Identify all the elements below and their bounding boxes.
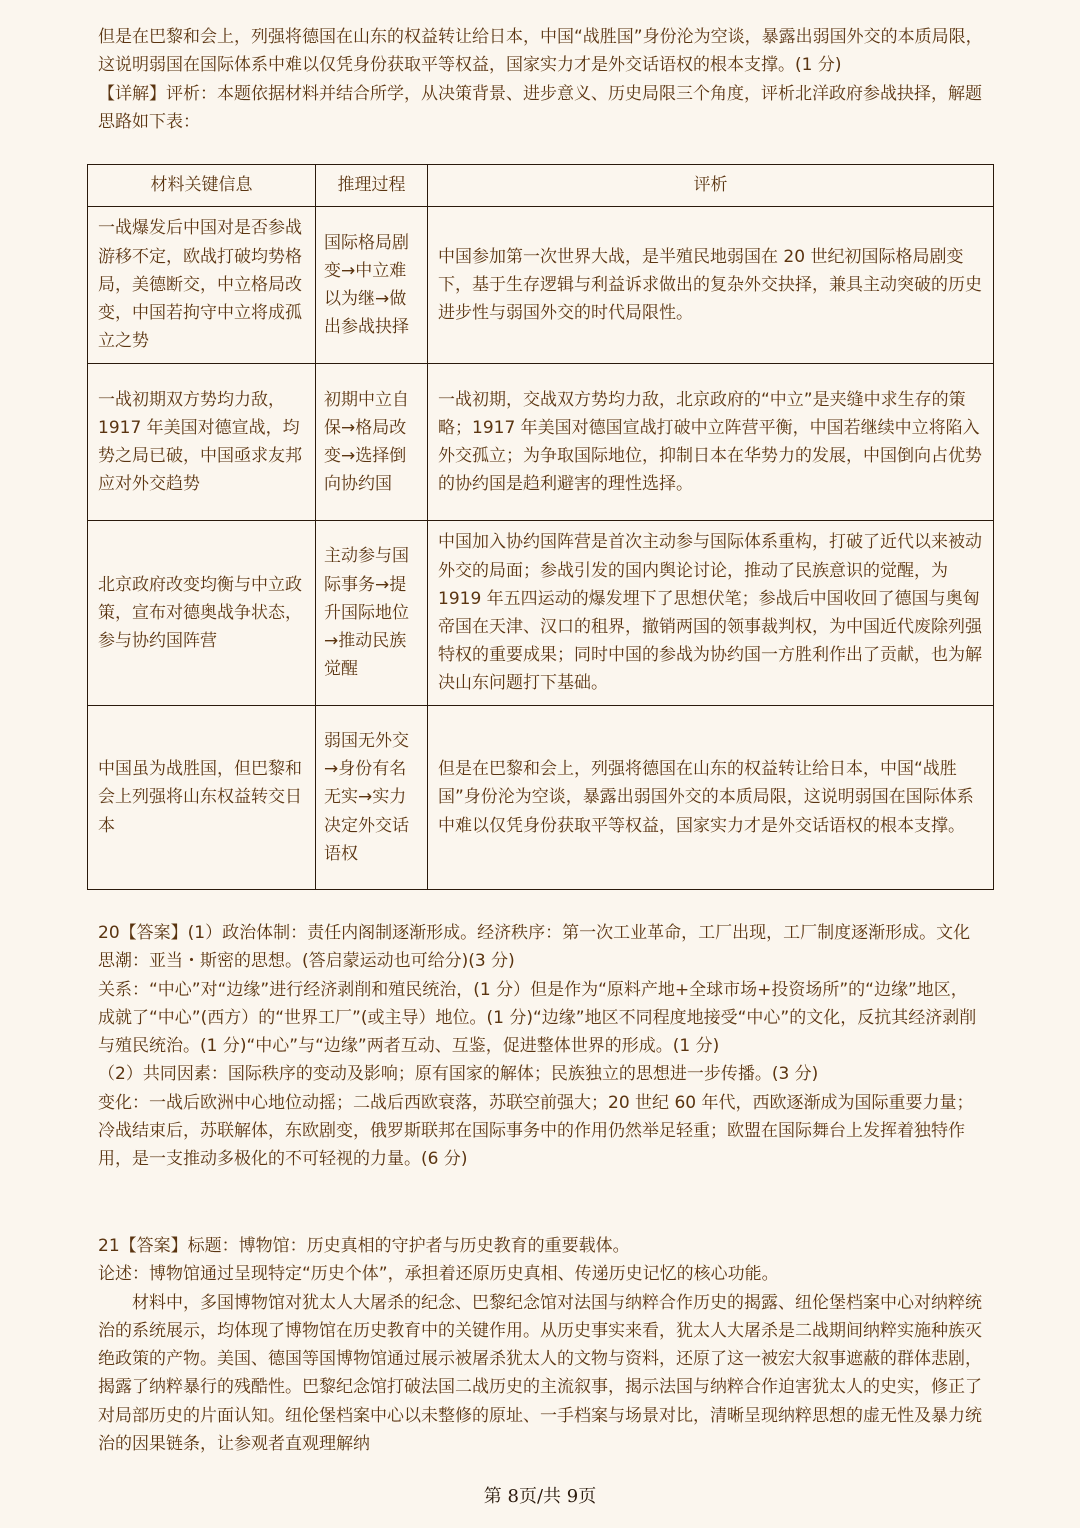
cell-reason: 初期中立自保→格局改变→选择倒向协约国 — [316, 364, 428, 521]
cell-info: 北京政府改变均衡与中立政策，宣布对德奥战争状态，参与协约国阵营 — [88, 521, 316, 706]
analysis-table — [87, 164, 994, 890]
cell-info: 一战初期双方势均力敌，1917 年美国对德宣战，均势之局已破，中国亟求友邦应对外交趋势 — [88, 364, 316, 521]
table-header-row — [88, 165, 994, 207]
answer-20-part1: 20【答案】(1）政治体制：责任内阁制逐渐形成。经济秩序：第一次工业革命，工厂出现，工厂制度逐渐形成。文化思潮：亚当・斯密的思想。(答启蒙运动也可给分)(3 分) — [98, 923, 971, 972]
cell-info: 中国虽为战胜国，但巴黎和会上列强将山东权益转交日本 — [88, 706, 316, 890]
cell-comment: 一战初期，交战双方势均力敌，北京政府的“中立”是夹缝中求生存的策略；1917 年美国对德国宣战打破中立阵营平衡，中国若继续中立将陷入外交孤立；为争取国际地位，抑制日本在华势力的发展，中国倒向占优势的协约国是趋利避害的理性选择。 — [428, 364, 994, 521]
cell-reason: 国际格局剧变→中立难以为继→做出参战抉择 — [316, 207, 428, 364]
answer-21-section — [98, 1232, 984, 1458]
cell-comment: 但是在巴黎和会上，列强将德国在山东的权益转让给日本，中国“战胜国”身份沦为空谈，暴露出弱国外交的本质局限，这说明弱国在国际体系中难以仅凭身份获取平等权益，国家实力才是外交话语权的根本支撑。 — [428, 706, 994, 890]
header-info: 材料关键信息 — [88, 165, 316, 207]
intro-section — [98, 23, 984, 136]
detail-paragraph: 【详解】评析：本题依据材料并结合所学，从决策背景、进步意义、历史局限三个角度，评析北洋政府参战抉择，解题思路如下表： — [98, 83, 982, 132]
table-row — [88, 364, 994, 521]
answer-21-body: 材料中，多国博物馆对犹太人大屠杀的纪念、巴黎纪念馆对法国与纳粹合作历史的揭露、纽伦堡档案中心对纳粹统治的系统展示，均体现了博物馆在历史教育中的关键作用。从历史事实来看，犹太人大屠杀是二战期间纳粹实施种族灭绝政策的产物。美国、德国等国博物馆通过展示被屠杀犹太人的文物与资料，还原了这一被宏大叙事遮蔽的群体悲剧，揭露了纳粹暴行的残酷性。巴黎纪念馆打破法国二战历史的主流叙事，揭示法国与纳粹合作迫害犹太人的史实，修正了对局部历史的片面认知。纽伦堡档案中心以未整修的原址、一手档案与场景对比，清晰呈现纳粹思想的虚无性及暴力统治的因果链条，让参观者直观理解纳 — [98, 1292, 982, 1455]
header-comment: 评析 — [428, 165, 994, 207]
table-row — [88, 207, 994, 364]
answer-20-section — [98, 919, 984, 1174]
answer-20-relation: 关系：“中心”对“边缘”进行经济剥削和殖民统治，(1 分）但是作为“原料产地+全球市场+投资场所”的“边缘”地区，成就了“中心”(西方）的“世界工厂”(或主导）地位。(1 分)“边缘”地区不同程度地接受“中心”的文化，反抗其经济剥削与殖民统治。(1 分)“中心”与“边缘”两者互动、互鉴，促进整体世界的形成。(1 分) — [98, 979, 977, 1057]
answer-20-change: 变化：一战后欧洲中心地位动摇；二战后西欧衰落，苏联空前强大；20 世纪 60 年代，西欧逐渐成为国际重要力量；冷战结束后，苏联解体，东欧剧变，俄罗斯联邦在国际事务中的作用仍然举足轻重；欧盟在国际舞台上发挥着独特作用，是一支推动多极化的不可轻视的力量。(6 分) — [98, 1092, 974, 1170]
cell-info: 一战爆发后中国对是否参战游移不定，欧战打破均势格局，美德断交，中立格局改变，中国若拘守中立将成孤立之势 — [88, 207, 316, 364]
table-row — [88, 706, 994, 890]
cell-comment: 中国参加第一次世界大战，是半殖民地弱国在 20 世纪初国际格局剧变下，基于生存逻辑与利益诉求做出的复杂外交抉择，兼具主动突破的历史进步性与弱国外交的时代局限性。 — [428, 207, 994, 364]
answer-20-part2: （2）共同因素：国际秩序的变动及影响；原有国家的解体；民族独立的思想进一步传播。(3 分) — [98, 1064, 819, 1085]
cell-reason: 主动参与国际事务→提升国际地位→推动民族觉醒 — [316, 521, 428, 706]
cell-comment: 中国加入协约国阵营是首次主动参与国际体系重构，打破了近代以来被动外交的局面；参战引发的国内舆论讨论，推动了民族意识的觉醒，为 1919 年五四运动的爆发埋下了思想伏笔；参战后中国收回了德国与奥匈帝国在天津、汉口的租界，撤销两国的领事裁判权，为中国近代废除列强特权的重要成果；同时中国的参战为协约国一方胜利作出了贡献，也为解决山东问题打下基础。 — [428, 521, 994, 706]
answer-21-title: 21【答案】标题：博物馆：历史真相的守护者与历史教育的重要载体。 — [98, 1236, 630, 1256]
page-number: 第 8页/共 9页 — [483, 1486, 597, 1507]
table-row — [88, 521, 994, 706]
answer-21-thesis: 论述：博物馆通过呈现特定“历史个体”，承担着还原历史真相、传递历史记忆的核心功能。 — [98, 1264, 779, 1285]
intro-paragraph: 但是在巴黎和会上，列强将德国在山东的权益转让给日本，中国“战胜国”身份沦为空谈，暴露出弱国外交的本质局限，这说明弱国在国际体系中难以仅凭身份获取平等权益，国家实力才是外交话语权的根本支撑。(1 分) — [98, 27, 983, 76]
header-reason: 推理过程 — [316, 165, 428, 207]
cell-reason: 弱国无外交→身份有名无实→实力决定外交话语权 — [316, 706, 428, 890]
